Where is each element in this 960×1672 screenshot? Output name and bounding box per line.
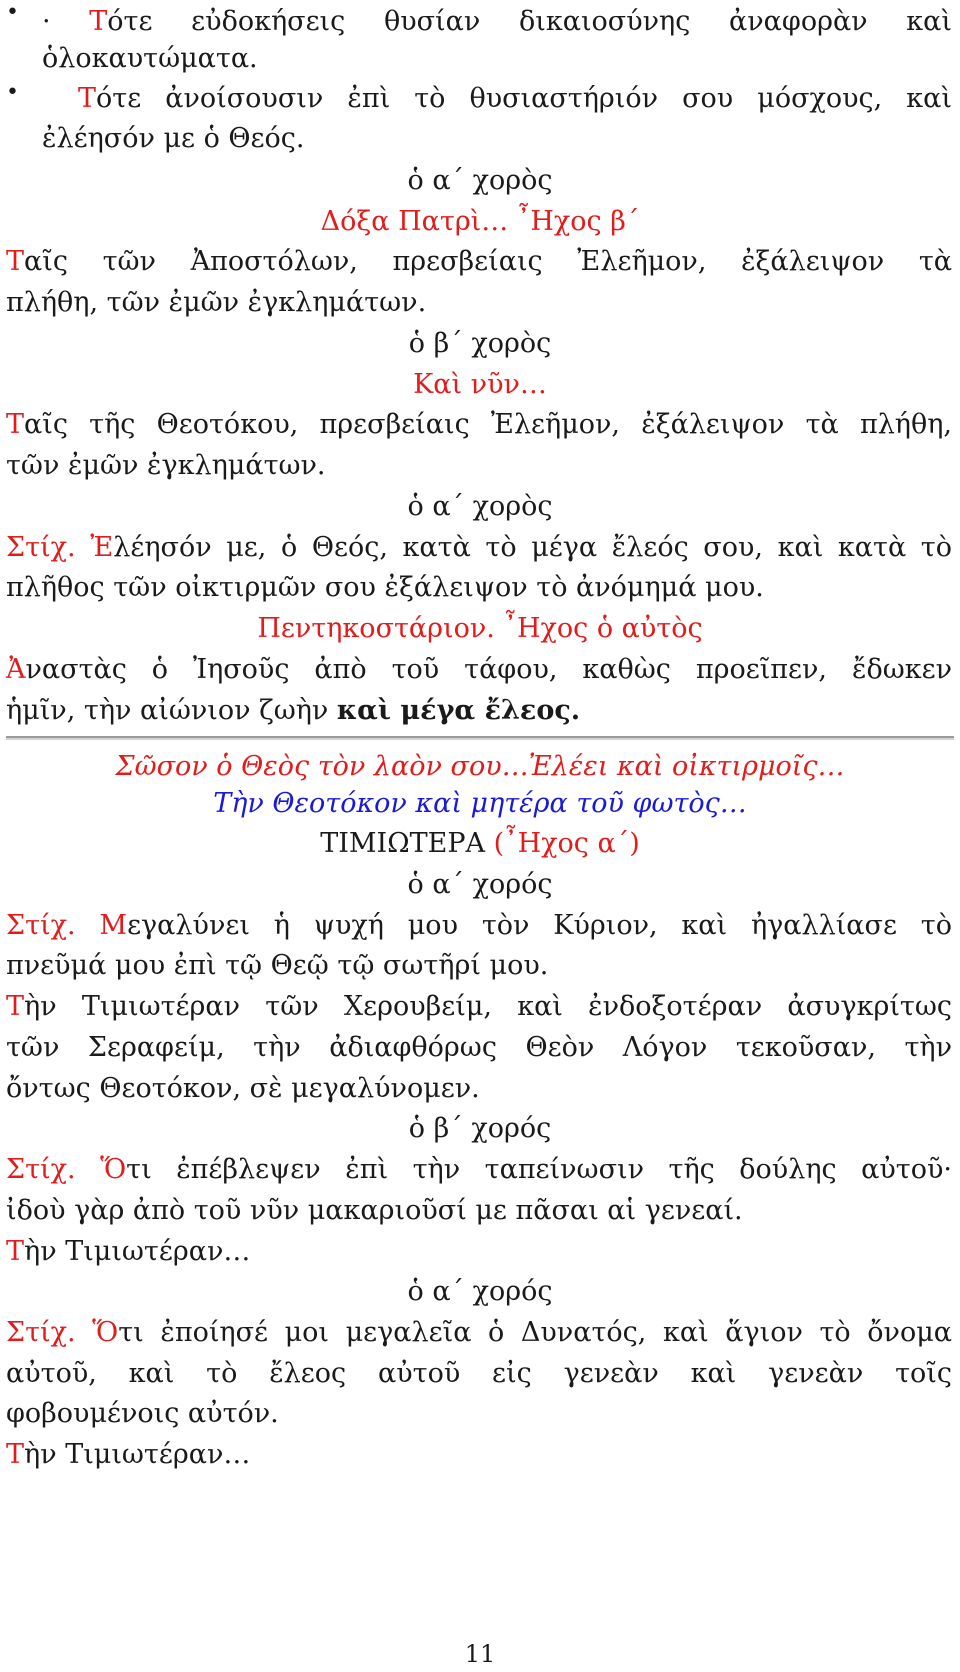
tone-label: (῏Ηχος α΄) bbox=[493, 828, 640, 859]
paragraph-line bbox=[6, 985, 952, 1028]
text-fragment: · bbox=[42, 6, 90, 37]
timiotera-heading bbox=[0, 822, 960, 865]
verse-label: Στίχ. bbox=[6, 910, 76, 941]
red-initial: Ὅ bbox=[92, 1317, 119, 1348]
text-fragment: ότε ἀνοίσουσιν ἐπὶ τὸ θυσιαστήριόν σου μόσχους, καὶ bbox=[96, 83, 952, 114]
paragraph-line bbox=[6, 1311, 952, 1354]
text-fragment: λέησόν με, ὁ Θεός, κατὰ τὸ μέγα ἔλεός σου, καὶ κατὰ τὸ bbox=[113, 532, 952, 563]
red-initial: Τ bbox=[6, 246, 25, 277]
choir-heading: ὁ α΄ χορός bbox=[407, 869, 553, 900]
paragraph-line bbox=[6, 1230, 952, 1273]
red-initial: Ὅ bbox=[100, 1154, 127, 1185]
incipit-theotokon: Τὴν Θεοτόκον καὶ μητέρα τοῦ φωτὸς… bbox=[213, 788, 747, 819]
kai-nyn-heading: Καὶ νῦν… bbox=[413, 369, 547, 400]
text-fragment: τι ἐπέβλεψεν ἐπὶ τὴν ταπείνωσιν τῆς δούλης αὐτοῦ· bbox=[126, 1154, 952, 1185]
text-fragment: τι ἐποίησέ μοι μεγαλεῖα ὁ Δυνατός, καὶ ἅγιον τὸ ὄνομα bbox=[118, 1317, 952, 1348]
bullet-marker: • bbox=[6, 80, 19, 105]
paragraph-line bbox=[6, 689, 952, 732]
text-fragment: ναστὰς ὁ Ἰησοῦς ἀπὸ τοῦ τάφου, καθὼς προεῖπεν, ἔδωκεν bbox=[25, 654, 952, 685]
paragraph-line: πλήθη, τῶν ἐμῶν ἐγκλημάτων. bbox=[6, 287, 427, 318]
choir-heading: ὁ β΄ χορὸς bbox=[408, 328, 552, 359]
red-initial: Τ bbox=[6, 1236, 25, 1267]
bullet-2-line-2: ἐλέησόν με ὁ Θεός. bbox=[42, 123, 305, 154]
paragraph-line: πλῆθος τῶν οἰκτιρμῶν σου ἐξάλειψον τὸ ἀνόμημά μου. bbox=[6, 572, 764, 603]
verse-label: Στίχ. bbox=[6, 1317, 76, 1348]
paragraph-line bbox=[6, 904, 952, 947]
red-initial: Ἀ bbox=[6, 654, 26, 685]
section-divider bbox=[6, 736, 954, 740]
paragraph-line bbox=[6, 648, 952, 691]
paragraph-line: αὐτοῦ, καὶ τὸ ἔλεος αὐτοῦ εἰς γενεὰν καὶ γενεὰν τοῖς bbox=[6, 1358, 952, 1389]
text-fragment: ὴν Τιμιωτέραν… bbox=[24, 1439, 251, 1470]
pentikostarion-heading: Πεντηκοστάριον. ῏Ηχος ὁ αὐτὸς bbox=[257, 613, 703, 644]
text-fragment: ὴν Τιμιωτέραν… bbox=[24, 1236, 251, 1267]
red-initial: Μ bbox=[99, 910, 128, 941]
paragraph-line: τῶν ἐμῶν ἐγκλημάτων. bbox=[6, 450, 326, 481]
choir-heading: ὁ α΄ χορὸς bbox=[407, 491, 553, 522]
paragraph-line bbox=[6, 240, 952, 283]
verse-label: Στίχ. bbox=[6, 532, 76, 563]
text-fragment: ἡμῖν, τὴν αἰώνιον ζωὴν bbox=[6, 695, 337, 726]
red-initial: Τ bbox=[89, 6, 108, 37]
text-fragment: ΤΙΜΙΩΤΕΡΑ bbox=[320, 828, 494, 859]
paragraph-line: τῶν Σεραφείμ, τὴν ἀδιαφθόρως Θεὸν Λόγον τεκοῦσαν, τὴν bbox=[6, 1032, 952, 1063]
red-initial: Τ bbox=[6, 1439, 25, 1470]
text-fragment: αῖς τῶν Ἀποστόλων, πρεσβείαις Ἐλεῆμον, ἐξάλειψον τὰ bbox=[24, 246, 952, 277]
paragraph-line: ἰδοὺ γὰρ ἀπὸ τοῦ νῦν μακαριοῦσί με πᾶσαι αἱ γενεαί. bbox=[6, 1195, 743, 1226]
paragraph-line bbox=[6, 526, 952, 569]
bold-fragment: καὶ μέγα ἔλεος. bbox=[336, 695, 581, 726]
paragraph-line bbox=[6, 1433, 952, 1476]
red-initial: Τ bbox=[6, 991, 25, 1022]
text-fragment: αῖς τῆς Θεοτόκου, πρεσβείαις Ἐλεῆμον, ἐξάλειψον τὰ πλήθη, bbox=[24, 409, 952, 440]
incipit-soson: Σῶσον ὁ Θεὸς τὸν λαὸν σου…Ἐλέει καὶ οἰκτιρμοῖς… bbox=[115, 751, 845, 782]
text-fragment: εγαλύνει ἡ ψυχή μου τὸν Κύριον, καὶ ἠγαλλίασε τὸ bbox=[127, 910, 952, 941]
bullet-marker: • bbox=[6, 0, 19, 25]
paragraph-line bbox=[6, 1148, 952, 1191]
paragraph-line: ὄντως Θεοτόκον, σὲ μεγαλύνομεν. bbox=[6, 1073, 480, 1104]
doxa-heading: Δόξα Πατρὶ… ῏Ηχος β΄ bbox=[320, 206, 640, 237]
choir-heading: ὁ α΄ χορὸς bbox=[407, 165, 553, 196]
red-initial: Ἐ bbox=[90, 532, 114, 563]
paragraph-line: φοβουμένοις αὐτόν. bbox=[6, 1398, 279, 1429]
red-initial: Τ bbox=[78, 83, 97, 114]
page-number: 11 bbox=[464, 1640, 496, 1668]
text-fragment: ὴν Τιμιωτέραν τῶν Χερουβείμ, καὶ ἐνδοξοτέραν ἀσυγκρίτως bbox=[24, 991, 952, 1022]
choir-heading: ὁ β΄ χορός bbox=[408, 1113, 552, 1144]
choir-heading: ὁ α΄ χορός bbox=[407, 1276, 553, 1307]
text-fragment: ότε εὐδοκήσεις θυσίαν δικαιοσύνης ἀναφορὰν καὶ bbox=[107, 6, 952, 37]
bullet-1-line-2: ὁλοκαυτώματα. bbox=[42, 43, 258, 74]
paragraph-line: πνεῦμά μου ἐπὶ τῷ Θεῷ τῷ σωτῆρί μου. bbox=[6, 950, 549, 981]
red-initial: Τ bbox=[6, 409, 25, 440]
bullet-2-line-1 bbox=[78, 77, 952, 120]
paragraph-line bbox=[6, 403, 952, 446]
verse-label: Στίχ. bbox=[6, 1154, 76, 1185]
